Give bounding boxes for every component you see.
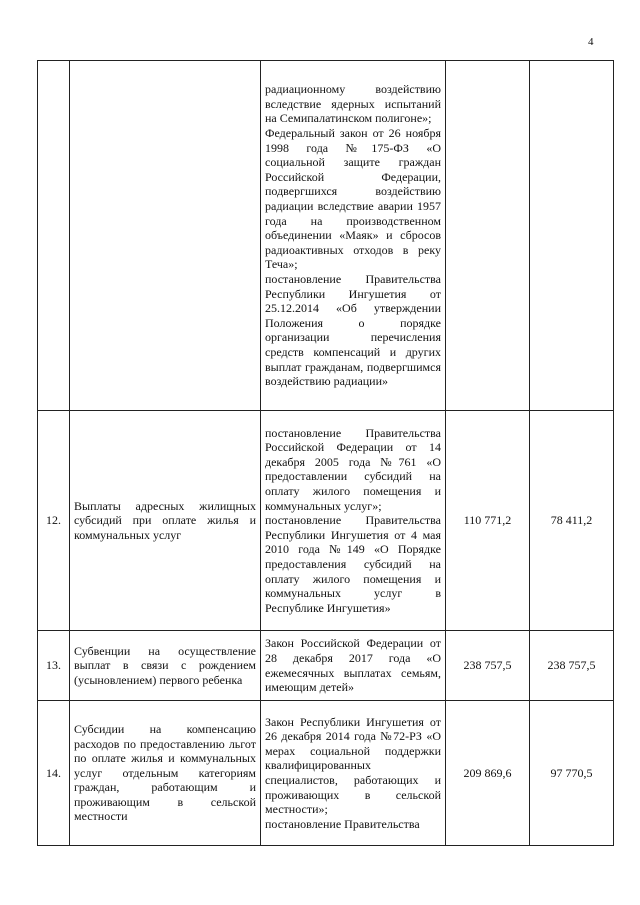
table-row — [38, 61, 614, 411]
legal-act: постановление Правительства Российской Федерации от 14 декабря 2005 года №761 «О предоставлении субсидий на оплату жилого помещения и коммунальных услуг»; — [265, 425, 441, 513]
expense-description — [70, 61, 261, 411]
legal-act: Федеральный закон от 26 ноября 1998 года №175-ФЗ «О социальной защите граждан Российской Федерации, подвергшихся воздействию радиации вследствие аварии 1957 года на производственном объединении «Маяк» и сбросов радиоактивных отходов в реку Теча»; — [265, 126, 441, 272]
legal-basis — [261, 411, 446, 631]
row-number — [38, 61, 70, 411]
row-number: 13. — [38, 631, 70, 701]
amount-plan: 209 869,6 — [446, 701, 530, 846]
amount-actual: 97 770,5 — [530, 701, 614, 846]
legal-act: постановление Правительства Республики Ингушетия от 25.12.2014 «Об утверждении Положения о порядке организации перечисления средств компенсаций и других выплат гражданам, подвергшимся воздействию радиации» — [265, 271, 441, 389]
amount-actual — [530, 61, 614, 411]
expense-description: Субвенции на осуществление выплат в связи с рождением (усыновлением) первого ребенка — [70, 631, 261, 701]
expense-description: Выплаты адресных жилищных субсидий при оплате жилья и коммунальных услуг — [70, 411, 261, 631]
legal-act: радиационному воздействию вследствие ядерных испытаний на Семипалатинском полигоне»; — [265, 82, 441, 126]
legal-act: постановление Правительства Республики Ингушетия от 4 мая 2010 года №149 «О Порядке предоставления субсидий на оплату жилого помещения и коммунальных услуг в Республике Ингушетия» — [265, 513, 441, 615]
budget-table — [37, 60, 614, 846]
expense-description: Субсидии на компенсацию расходов по предоставлению льгот по оплате жилья и коммунальных услуг отдельным категориям граждан, работающим и проживающим в сельской местности — [70, 701, 261, 846]
row-number: 12. — [38, 411, 70, 631]
legal-act: Закон Республики Ингушетия от 26 декабря 2014 года №72-РЗ «О мерах социальной поддержки квалифицированных специалистов, работающих и проживающих в сельской местности»; — [265, 714, 441, 817]
table-row — [38, 411, 614, 631]
legal-act: Закон Российской Федерации от 28 декабря 2017 года «О ежемесячных выплатах семьям, имеющим детей» — [265, 636, 441, 695]
amount-actual: 78 411,2 — [530, 411, 614, 631]
table-row — [38, 631, 614, 701]
table-row — [38, 701, 614, 846]
amount-plan: 110 771,2 — [446, 411, 530, 631]
amount-plan: 238 757,5 — [446, 631, 530, 701]
row-number: 14. — [38, 701, 70, 846]
legal-basis — [261, 631, 446, 701]
amount-actual: 238 757,5 — [530, 631, 614, 701]
amount-plan — [446, 61, 530, 411]
legal-basis — [261, 701, 446, 846]
page-number: 4 — [588, 36, 594, 48]
legal-basis — [261, 61, 446, 411]
legal-act: постановление Правительства — [265, 816, 420, 831]
